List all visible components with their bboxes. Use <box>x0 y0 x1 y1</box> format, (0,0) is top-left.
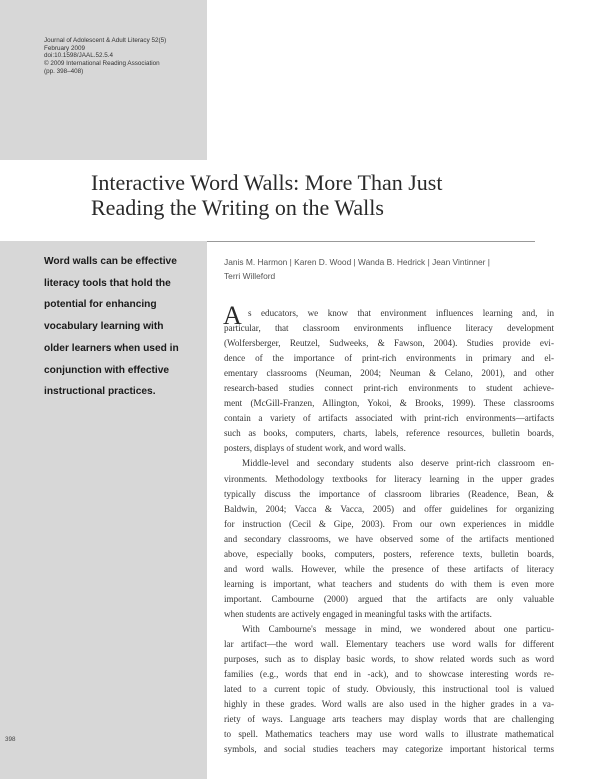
pull-quote-line: Word walls can be effective <box>44 256 177 267</box>
body-line: purposes, such as to display basic words, to show related words such as word <box>224 654 554 665</box>
body-line: contain a variety of artifacts associated with print-rich environments—artifacts <box>224 413 554 424</box>
body-line: s educators, we know that environment influences learning and, in <box>248 308 554 318</box>
body-line: symbols, and social studies teachers may categorize important historical terms <box>224 744 554 755</box>
body-line: when students are actively engaged in meaningful tasks with the artifacts. <box>224 608 492 619</box>
body-line: highly in these grades. Word walls are also used in the higher grades in a va- <box>224 699 554 710</box>
pull-quote-line: potential for enhancing <box>44 299 157 311</box>
pull-quote <box>44 251 204 403</box>
body-line: above, especially books, computers, posters, reference texts, bulletin boards, <box>224 548 554 559</box>
authors-line-1: Janis M. Harmon | Karen D. Wood | Wanda B. Hedrick | Jean Vintinner | <box>224 257 490 267</box>
body-line: With Cambourne's message in mind, we wondered about one particu- <box>242 623 554 634</box>
body-line: typically discuss the importance of classroom libraries (Readence, Bean, & <box>224 488 554 499</box>
page-number: 398 <box>5 736 16 743</box>
body-line: Middle-level and secondary students also deserve print-rich classroom en- <box>242 458 554 469</box>
pull-quote-line: instructional practices. <box>44 386 156 398</box>
journal-name: Journal of Adolescent & Adult Literacy 52(5) <box>44 37 167 44</box>
article-title <box>91 170 551 220</box>
body-line: particular, that classroom environments influence literacy development <box>224 323 554 334</box>
body-line: vironments. Methodology textbooks for literacy learning in the upper grades <box>224 473 554 484</box>
body-line: posters, displays of student work, and word walls. <box>224 443 406 454</box>
body-line: lar artifact—the word wall. Elementary teachers use word walls for different <box>224 639 554 650</box>
body-line: ementary classrooms (Neuman, 2004; Neuman & Celano, 2001), and other <box>224 368 554 379</box>
body-line: families (e.g., words that end in -ack), and to showcase interesting words re- <box>224 669 554 680</box>
pull-quote-line: vocabulary learning with <box>44 321 164 333</box>
body-line: for instruction (Cecil & Gipe, 2003). From our own experiences in middle <box>224 518 554 529</box>
drop-cap: A <box>223 301 242 330</box>
page-range: (pp. 398–408) <box>44 67 84 75</box>
title-divider <box>207 241 535 242</box>
body-line: Baldwin, 2004; Vacca & Vacca, 2005) and offer guidelines for organizing <box>224 503 554 514</box>
body-line: riety of ways. Language arts teachers may display words that are challenging <box>224 714 554 725</box>
body-line: research-based studies connect print-rich environments to student achieve- <box>224 383 554 394</box>
authors-line-2: Terri Willeford <box>224 271 276 282</box>
body-line: and secondary classrooms, we have observed some of the artifacts mentioned <box>224 533 554 544</box>
pull-quote-line: conjunction with effective <box>44 364 170 376</box>
copyright: © 2009 International Reading Association <box>44 60 160 68</box>
journal-metadata <box>44 37 166 76</box>
doi: doi:10.1598/JAAL.52.5.4 <box>44 52 113 60</box>
body-line: (Wolfersberger, Reutzel, Sudweeks, & Fawson, 2004). Studies provide evi- <box>224 338 554 349</box>
issue-date: February 2009 <box>44 44 85 52</box>
pull-quote-line: older learners when used in <box>44 342 179 354</box>
body-line: lated to a current topic of study. Obviously, this instructional tool is valued <box>224 684 554 695</box>
pull-quote-line: literacy tools that hold the <box>44 277 171 289</box>
article-body <box>224 306 554 757</box>
body-line: important. Cambourne (2000) argued that the artifacts are only valuable <box>224 593 554 604</box>
body-line: and word walls. However, while the presence of these artifacts of literacy <box>224 563 554 574</box>
body-line: to spell. Mathematics teachers may use word walls to illustrate mathematical <box>224 729 554 740</box>
body-line: dence of the importance of print-rich environments in primary and el- <box>224 353 554 364</box>
body-line: such as books, computers, charts, labels, reference resources, bulletin boards, <box>224 428 554 439</box>
body-line: ment (McGill-Franzen, Allington, Yokoi, & Brooks, 1999). These classrooms <box>224 398 554 409</box>
body-line: learning is important, what teachers and students do with them is even more <box>224 578 554 589</box>
title-line-2: Reading the Writing on the Walls <box>91 195 384 220</box>
title-line-1: Interactive Word Walls: More Than Just <box>91 170 443 195</box>
author-list <box>224 255 554 284</box>
header-gray-panel <box>0 0 207 160</box>
